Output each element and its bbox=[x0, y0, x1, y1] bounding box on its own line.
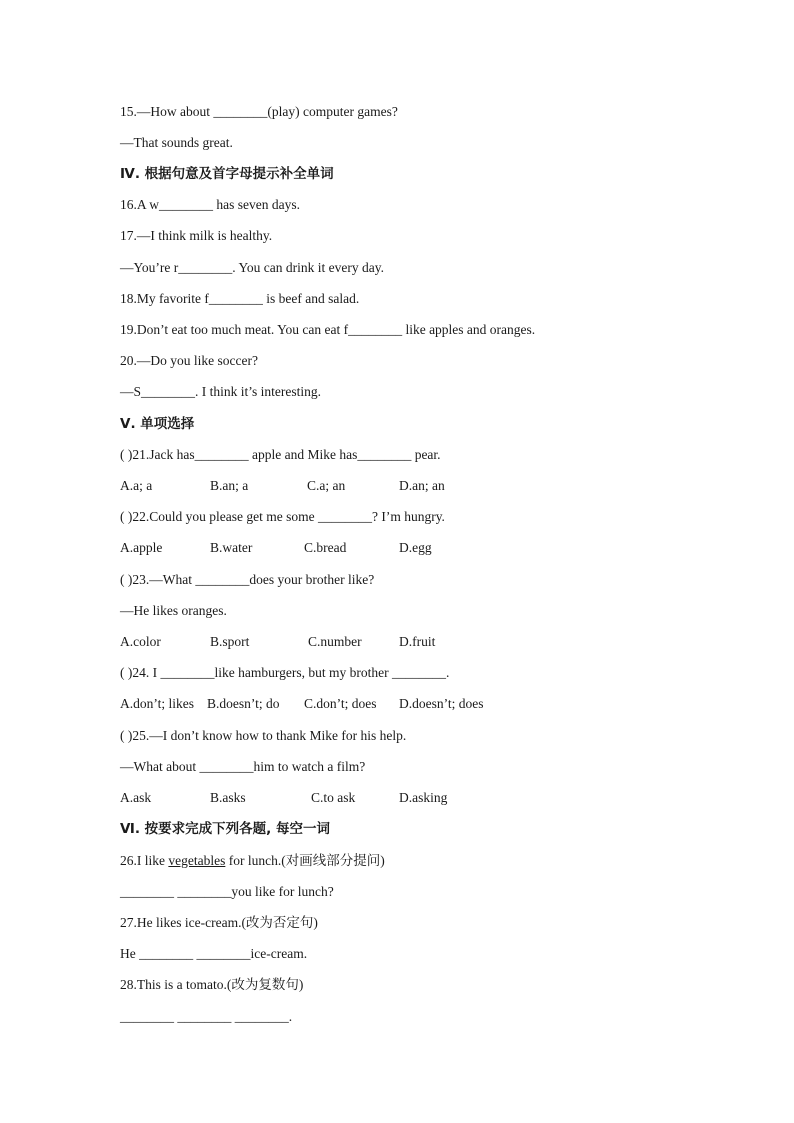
option-a: A.a; a bbox=[120, 478, 153, 493]
option-d: D.asking bbox=[399, 790, 448, 805]
question-19: 19.Don’t eat too much meat. You can eat f________ like apples and oranges. bbox=[120, 322, 536, 337]
question-26-answer: ________ ________you like for lunch? bbox=[120, 884, 334, 899]
option-d: D.an; an bbox=[399, 478, 445, 493]
option-c: C.bread bbox=[304, 540, 347, 555]
question-17-reply: —You’re r________. You can drink it every day. bbox=[120, 260, 384, 275]
option-a: A.ask bbox=[120, 790, 152, 805]
question-20-reply: —S________. I think it’s interesting. bbox=[120, 384, 321, 399]
section-4-heading: Ⅳ. 根据句意及首字母提示补全单词 bbox=[120, 166, 334, 182]
question-26 bbox=[120, 850, 385, 872]
option-c: C.number bbox=[308, 634, 362, 649]
question-25-reply: —What about ________him to watch a film? bbox=[120, 759, 366, 774]
option-b: B.an; a bbox=[210, 478, 249, 493]
option-a: A.don’t; likes bbox=[120, 696, 194, 711]
question-22-options bbox=[120, 537, 520, 559]
question-28-answer: ________ ________ ________. bbox=[120, 1009, 293, 1024]
option-d: D.doesn’t; does bbox=[399, 696, 484, 711]
question-27: 27.He likes ice-cream.(改为否定句) bbox=[120, 915, 318, 930]
question-23-options bbox=[120, 631, 520, 653]
option-d: D.egg bbox=[399, 540, 432, 555]
option-a: A.apple bbox=[120, 540, 163, 555]
question-17-prompt: 17.—I think milk is healthy. bbox=[120, 228, 273, 243]
question-24: ( )24. I ________like hamburgers, but my brother ________. bbox=[120, 665, 450, 680]
question-26-suffix: for lunch.(对画线部分提问) bbox=[225, 853, 385, 868]
question-20-prompt: 20.—Do you like soccer? bbox=[120, 353, 258, 368]
option-d: D.fruit bbox=[399, 634, 436, 649]
option-b: B.asks bbox=[210, 790, 246, 805]
question-21: ( )21.Jack has________ apple and Mike has________ pear. bbox=[120, 447, 441, 462]
question-15-prompt: 15.—How about ________(play) computer games? bbox=[120, 104, 398, 119]
option-b: B.sport bbox=[210, 634, 250, 649]
question-18: 18.My favorite f________ is beef and salad. bbox=[120, 291, 360, 306]
section-6-heading: Ⅵ. 按要求完成下列各题, 每空一词 bbox=[120, 821, 330, 837]
option-c: C.don’t; does bbox=[304, 696, 377, 711]
question-26-prefix: 26.I like bbox=[120, 853, 169, 868]
question-15-reply: —That sounds great. bbox=[120, 135, 233, 150]
question-25-prompt: ( )25.—I don’t know how to thank Mike for his help. bbox=[120, 728, 407, 743]
question-16: 16.A w________ has seven days. bbox=[120, 197, 300, 212]
question-27-answer: He ________ ________ice-cream. bbox=[120, 946, 308, 961]
option-c: C.a; an bbox=[307, 478, 346, 493]
option-b: B.doesn’t; do bbox=[207, 696, 280, 711]
section-5-heading: Ⅴ. 单项选择 bbox=[120, 416, 195, 432]
question-25-options bbox=[120, 787, 520, 809]
question-21-options bbox=[120, 475, 520, 497]
underlined-word: vegetables bbox=[168, 853, 226, 868]
option-a: A.color bbox=[120, 634, 161, 649]
question-28: 28.This is a tomato.(改为复数句) bbox=[120, 977, 304, 992]
question-24-options bbox=[120, 693, 520, 715]
question-23-reply: —He likes oranges. bbox=[120, 603, 227, 618]
option-c: C.to ask bbox=[311, 790, 356, 805]
option-b: B.water bbox=[210, 540, 253, 555]
question-22: ( )22.Could you please get me some ________? I’m hungry. bbox=[120, 509, 445, 524]
question-23-prompt: ( )23.—What ________does your brother like? bbox=[120, 572, 375, 587]
